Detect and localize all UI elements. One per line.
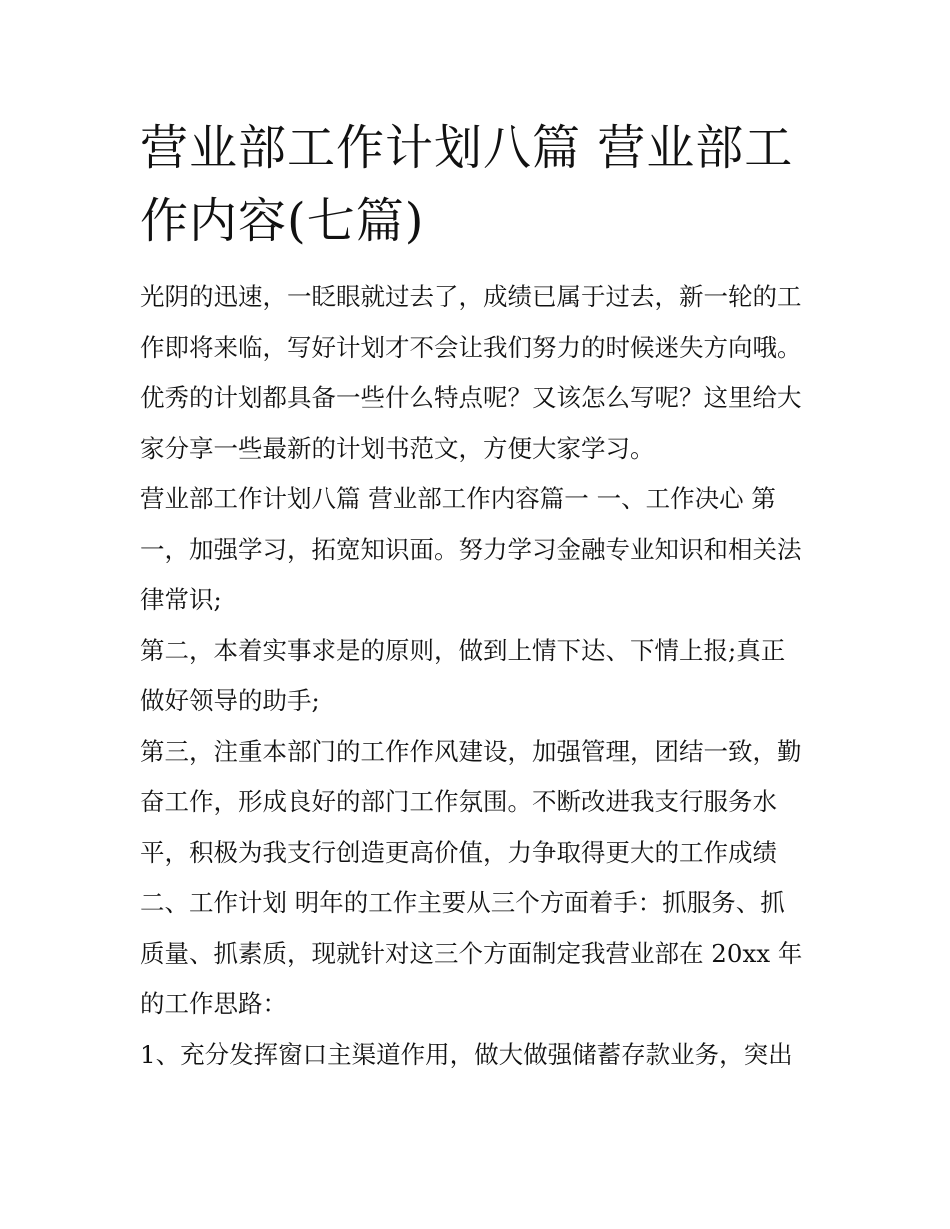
text-line: 二、工作计划 明年的工作主要从三个方面着手：抓服务、抓: [140, 888, 785, 917]
title-line: 作内容(七篇): [140, 193, 425, 249]
document-content: [140, 112, 820, 1080]
text-line: 平，积极为我支行创造更高价值，力争取得更大的工作成绩: [140, 837, 777, 867]
text-line: 奋工作，形成良好的部门工作氛围。不断改进我支行服务水: [140, 787, 777, 816]
text-line: 一，加强学习，拓宽知识面。努力学习金融专业知识和相关法: [140, 534, 802, 564]
text-line: 做好领导的助手;: [140, 686, 320, 715]
document-body: [140, 272, 820, 1080]
text-line: 第三，注重本部门的工作作风建设，加强管理，团结一致，勤: [140, 736, 802, 766]
text-line: 作即将来临，写好计划才不会让我们努力的时候迷失方向哦。: [140, 332, 802, 362]
list-item-paragraph: [140, 1030, 820, 1081]
text-line: 1、充分发挥窗口主渠道作用，做大做强储蓄存款业务，突出: [140, 1039, 793, 1069]
second-point-paragraph: [140, 626, 820, 727]
text-line: 第二，本着实事求是的原则，做到上情下达、下情上报;真正: [140, 635, 786, 665]
text-line: 律常识;: [140, 585, 222, 614]
text-line: 光阴的迅速，一眨眼就过去了，成绩已属于过去，新一轮的工: [140, 282, 802, 311]
third-point-paragraph: [140, 727, 820, 1030]
text-line: 家分享一些最新的计划书范文，方便大家学习。: [140, 433, 655, 463]
text-line: 质量、抓素质，现就针对这三个方面制定我营业部在 20xx 年: [140, 938, 803, 968]
page-title: [140, 112, 820, 258]
title-line: 营业部工作计划八篇 营业部工: [140, 120, 794, 176]
text-line: 营业部工作计划八篇 营业部工作内容篇一 一、工作决心 第: [140, 484, 776, 513]
text-line: 的工作思路：: [140, 989, 287, 1018]
intro-paragraph: [140, 272, 820, 474]
text-line: 优秀的计划都具备一些什么特点呢？又该怎么写呢？这里给大: [140, 383, 802, 412]
section-one-paragraph: [140, 474, 820, 626]
